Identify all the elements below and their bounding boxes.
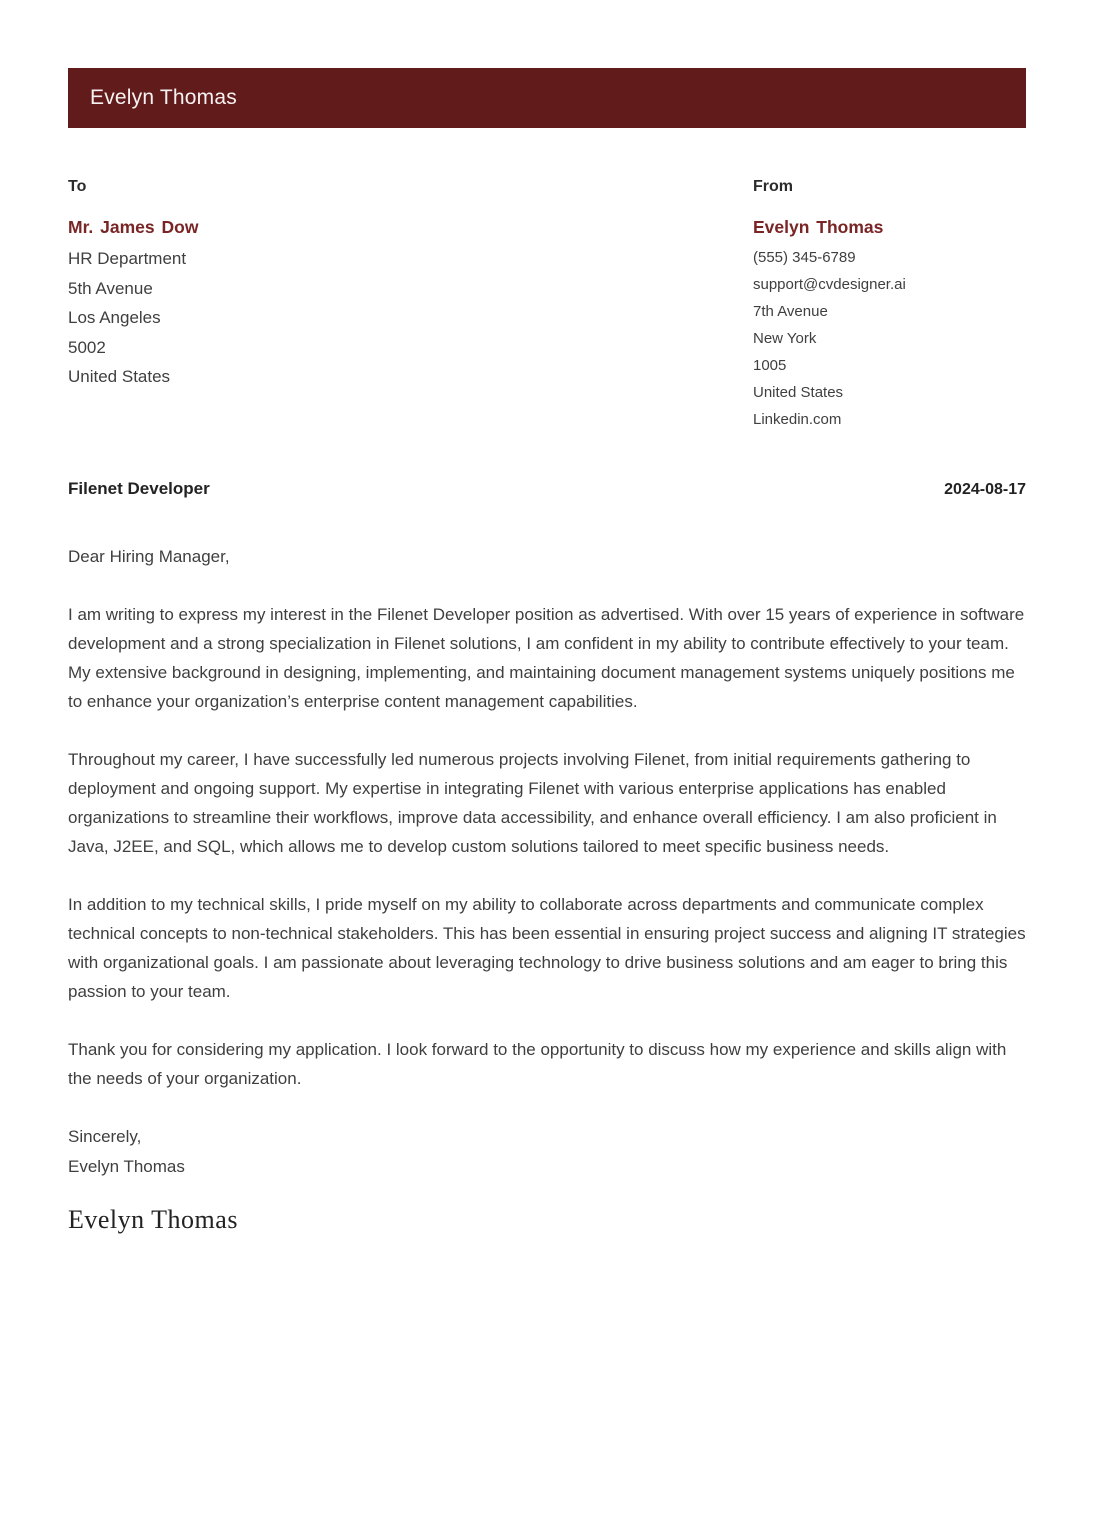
closing-name: Evelyn Thomas bbox=[68, 1157, 185, 1176]
recipient-address-lines bbox=[68, 244, 488, 392]
header-author-name: Evelyn Thomas bbox=[90, 86, 237, 109]
sender-contact-line: 7th Avenue bbox=[753, 303, 828, 320]
recipient-name: Mr. James Dow bbox=[68, 217, 199, 237]
sender-contact-line: New York bbox=[753, 330, 817, 347]
letter-paragraph: In addition to my technical skills, I pride myself on my ability to collaborate across departments and communicate complex technical concepts to non-technical stakeholders. This has been essential in ensuring project success and aligning IT strategies with organizational goals. I am passionate about leveraging technology to drive business solutions and am eager to bring this passion to your team. bbox=[68, 895, 1026, 1001]
letter-body bbox=[68, 542, 1026, 1234]
sender-contact-line: Linkedin.com bbox=[753, 411, 842, 428]
recipient-label: To bbox=[68, 178, 87, 195]
recipient-address-line: 5002 bbox=[68, 337, 106, 357]
sender-label: From bbox=[753, 178, 793, 195]
sender-name: Evelyn Thomas bbox=[753, 217, 884, 237]
sender-contact-line: United States bbox=[753, 384, 844, 401]
signature-handwritten: Evelyn Thomas bbox=[68, 1205, 238, 1234]
letter-paragraph: I am writing to express my interest in the Filenet Developer position as advertised. With over 15 years of experience in software development and a strong specialization in Filenet solutions, I am confident in my ability to contribute effectively to your team. My extensive background in designing, implementing, and maintaining document management systems uniquely positions me to enhance your organization’s enterprise content management capabilities. bbox=[68, 605, 1025, 711]
address-section bbox=[68, 178, 1026, 433]
header-bar bbox=[68, 68, 1026, 128]
recipient-address-line: United States bbox=[68, 367, 171, 386]
sender-contact-line: 1005 bbox=[753, 357, 787, 374]
sender-block bbox=[753, 178, 1026, 433]
subject-row bbox=[68, 479, 1026, 499]
job-title: Filenet Developer bbox=[68, 479, 210, 498]
letter-date: 2024-08-17 bbox=[944, 481, 1026, 498]
closing-word: Sincerely, bbox=[68, 1127, 142, 1146]
letter-paragraphs bbox=[68, 600, 1026, 1093]
letter-paragraph: Throughout my career, I have successfully led numerous projects involving Filenet, from initial requirements gathering to deployment and ongoing support. My expertise in integrating Filenet with various enterprise applications has enabled organizations to streamline their workflows, improve data accessibility, and enhance overall efficiency. I am also proficient in Java, J2EE, and SQL, which allows me to develop custom solutions tailored to meet specific business needs. bbox=[68, 750, 997, 856]
closing-block bbox=[68, 1122, 1026, 1182]
recipient-address-line: HR Department bbox=[68, 249, 187, 268]
sender-contact-line: support@cvdesigner.ai bbox=[753, 276, 906, 293]
recipient-address-line: 5th Avenue bbox=[68, 278, 153, 298]
sender-contact-lines bbox=[753, 244, 1026, 433]
sender-contact-line: (555) 345-6789 bbox=[753, 249, 856, 266]
salutation: Dear Hiring Manager, bbox=[68, 547, 230, 566]
recipient-address-line: Los Angeles bbox=[68, 308, 161, 327]
letter-paragraph: Thank you for considering my application. I look forward to the opportunity to discuss how my experience and skills align with the needs of your organization. bbox=[68, 1040, 1007, 1088]
recipient-block bbox=[68, 178, 488, 433]
